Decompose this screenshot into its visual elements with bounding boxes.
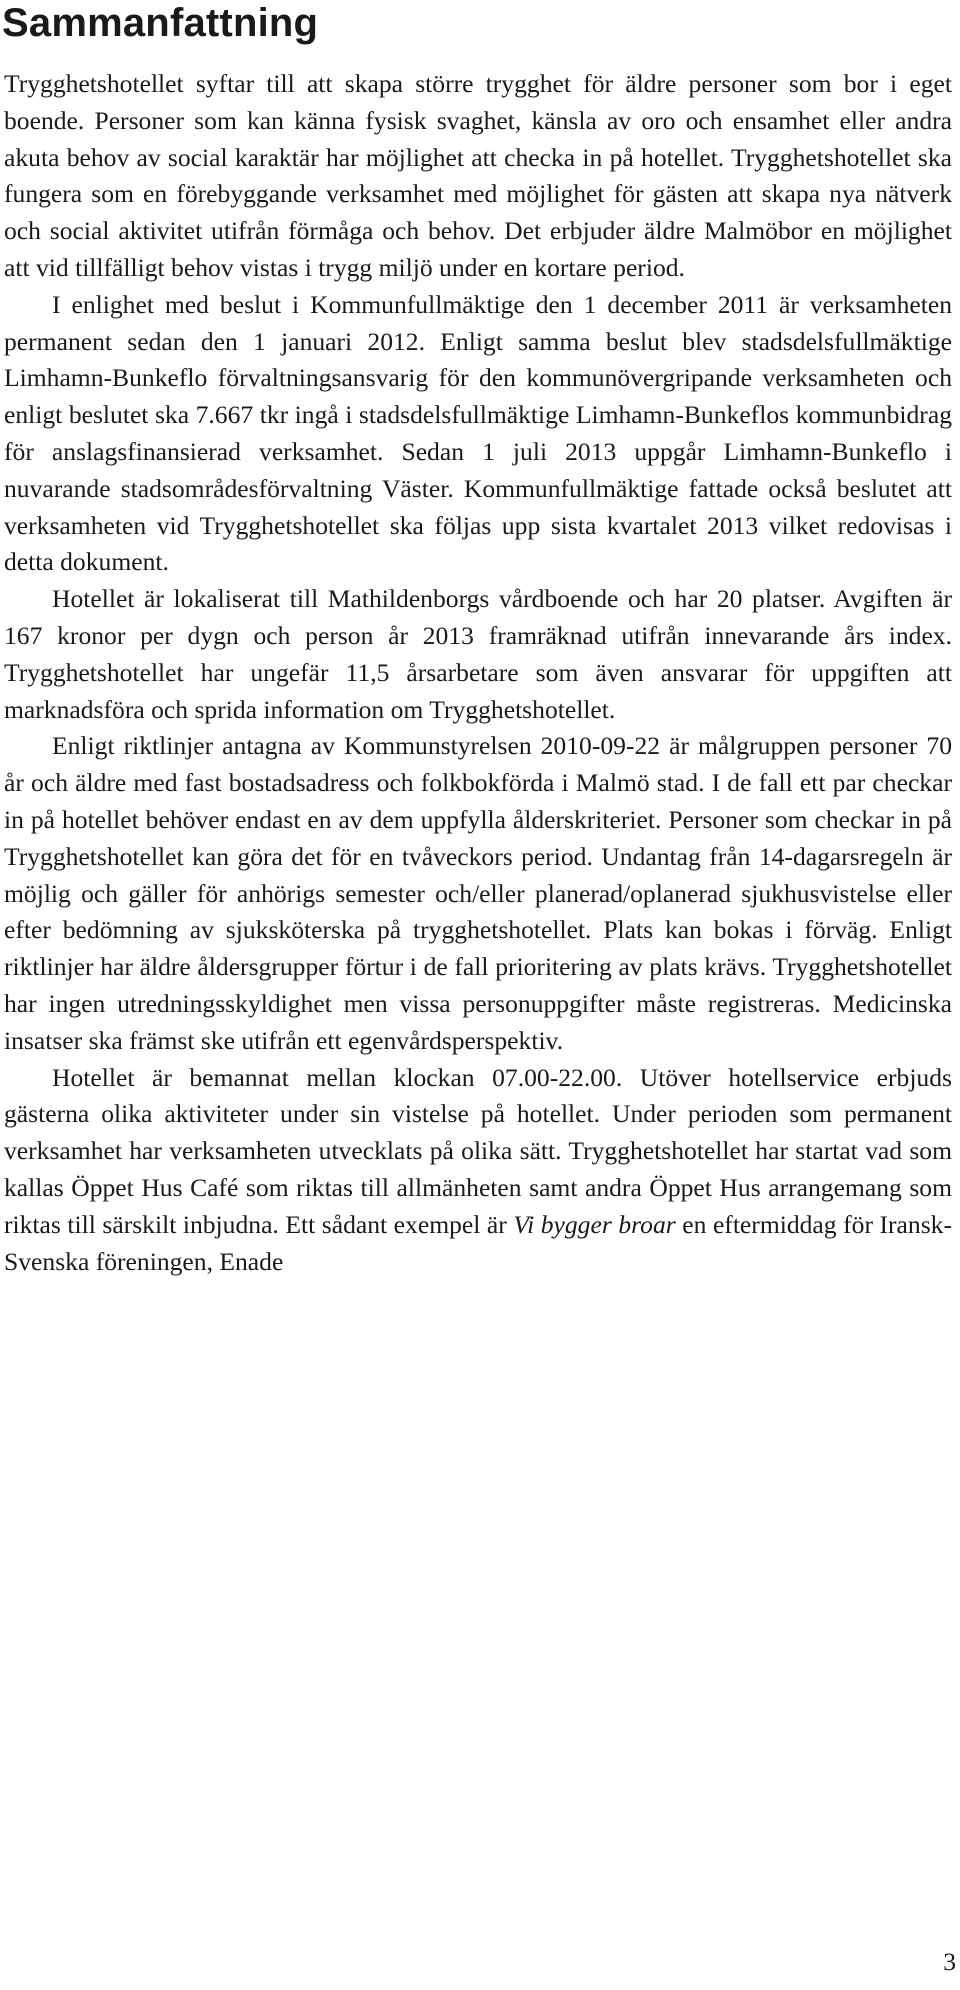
page-number: 3 xyxy=(943,1947,956,1976)
page-title: Sammanfattning xyxy=(2,1,319,45)
document-body xyxy=(4,66,952,1280)
paragraph-purpose: Trygghetshotellet syftar till att skapa större trygghet för äldre personer som bor i eget boende. Personer som kan känna fysisk svaghet, känsla av oro och ensamhet eller andra akuta behov av social karaktär har möjlighet att checka in på hotellet. Trygghetshotellet ska fungera som en förebyggande verksamhet med möjlighet för gästen att skapa nya nätverk och social aktivitet utifrån förmåga och behov. Det erbjuder äldre Malmöbor en möjlighet att vid tillfälligt behov vistas i trygg miljö under en kortare period. xyxy=(4,69,952,282)
paragraph-staffing xyxy=(4,1060,952,1281)
paragraph-location: Hotellet är lokaliserat till Mathildenborgs vårdboende och har 20 platser. Avgiften är 167 kronor per dygn och person år 2013 framräknad utifrån innevarande års index. Trygghetshotellet har ungefär 11,5 årsarbetare som även ansvarar för uppgiften att marknadsföra och sprida information om Trygghetshotellet. xyxy=(4,584,952,724)
paragraph-staffing-continuation: en eftermiddag för Iransk-Svenska föreningen, Enade xyxy=(4,1209,952,1276)
paragraph-target-group: Enligt riktlinjer antagna av Kommunstyrelsen 2010-09-22 är målgruppen personer 70 år och äldre med fast bostadsadress och folkbokförda i Malmö stad. I de fall ett par checkar in på hotellet behöver endast en av dem uppfylla ålderskriteriet. Personer som checkar in på Trygghetshotellet kan göra det för en tvåveckors period. Undantag från 14-dagarsregeln är möjlig och gäller för anhörigs semester och/eller planerad/oplanerad sjukhusvistelse eller efter bedömning av sjuksköterska på trygghetshotellet. Plats kan bokas i förväg. Enligt riktlinjer har äldre åldersgrupper förtur i de fall prioritering av plats krävs. Trygghetshotellet har ingen utredningsskyldighet men vissa personuppgifter måste registreras. Medicinska insatser ska främst ske utifrån ett egenvårdsperspektiv. xyxy=(4,731,952,1055)
event-name-emphasis: Vi bygger broar xyxy=(513,1209,676,1239)
paragraph-staffing-text: Hotellet är bemannat mellan klockan 07.00-22.00. Utöver hotellservice erbjuds gästerna olika aktiviteter under sin vistelse på hotellet. Under perioden som permanent verksamhet har verksamheten utvecklats på olika sätt. Trygghetshotellet har startat vad som kallas Öppet Hus Café som riktas till allmänheten samt andra Öppet Hus arrangemang som riktas till särskilt inbjudna. Ett sådant exempel är xyxy=(4,1062,952,1239)
paragraph-decision: I enlighet med beslut i Kommunfullmäktige den 1 december 2011 är verksamheten permanent sedan den 1 januari 2012. Enligt samma beslut blev stadsdelsfullmäktige Limhamn-Bunkeflo förvaltningsansvarig för den kommunövergripande verksamheten och enligt beslutet ska 7.667 tkr ingå i stadsdelsfullmäktige Limhamn-Bunkeflos kommunbidrag för anslagsfinansierad verksamhet. Sedan 1 juli 2013 uppgår Limhamn-Bunkeflo i nuvarande stadsområdesförvaltning Väster. Kommunfullmäktige fattade också beslutet att verksamheten vid Trygghetshotellet ska följas upp sista kvartalet 2013 vilket redovisas i detta dokument. xyxy=(4,289,952,577)
